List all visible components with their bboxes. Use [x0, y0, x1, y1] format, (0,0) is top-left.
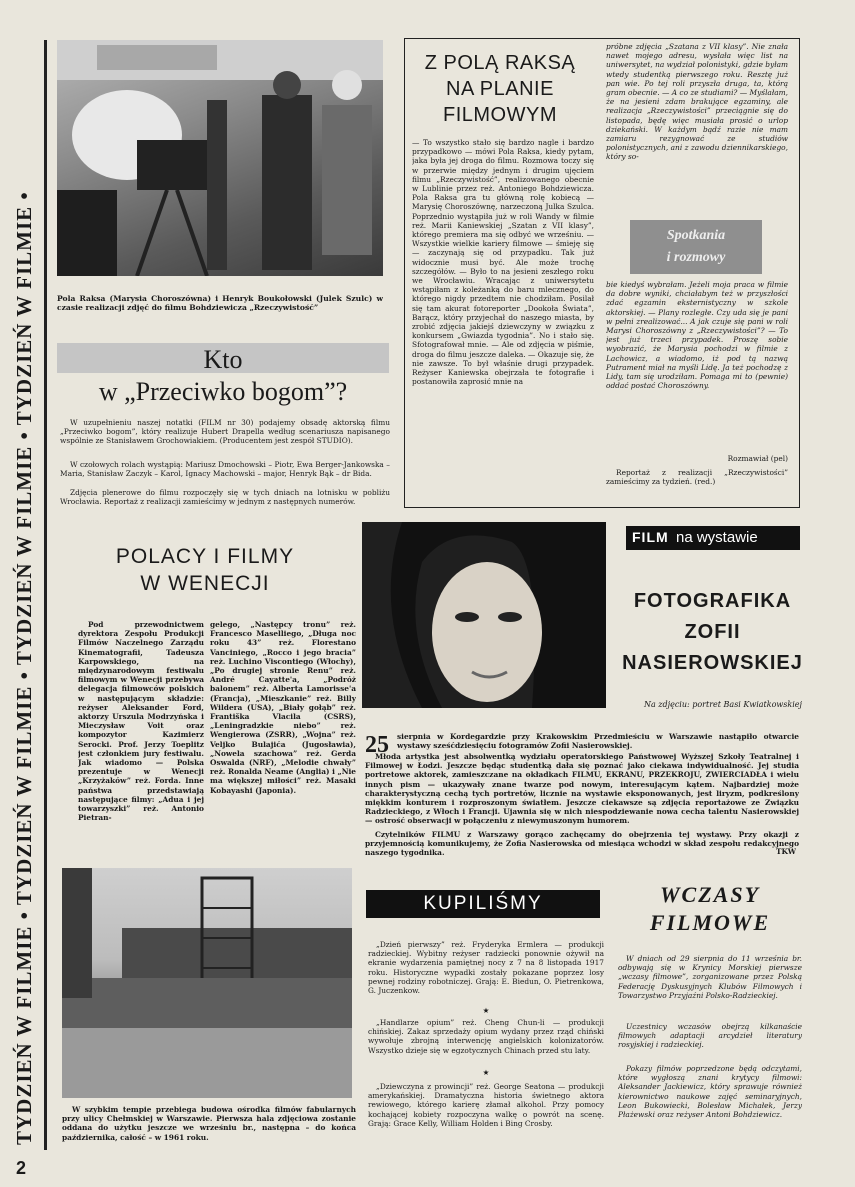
- construction-photo: [62, 868, 352, 1098]
- portrait-illustration: [362, 522, 606, 708]
- wczasy-title-line1: WCZASY: [659, 882, 761, 907]
- exhibition-body-2: Młoda artystka jest absolwentką wydziału operatorskiego Państwowej Wyższej Szkoły Teatralnej i Filmowej w Łodzi. Jeszcze będąc studentką dała się poznać jako ciekawa indywidualność. Jej studia portretowe aktorek, zamieszczane na okładkach FILMU, EKRANU, PRZEKROJU, ZWIERCIADŁA i wielu innych pism — ukazywały znane twarze pod nowym, interesującym kątem. Najbardziej może charakterystyczną cechą tych portretów, licznie na wystawie eksponowanych, jest liryzm, podkreślony miękkim konturem i rozproszonym światłem. Jeszcze ciekawsze są zdjęcia reportażowe ze Związku Radzieckiego, z Włoch i Francji. Ujawnia się w nich niespodziewanie nowa cecha talentu Nasierowskiej — ostrość obserwacji w połączeniu z niewymuszonym humorem.: [365, 752, 799, 826]
- raksa-column-1: — To wszystko stało się bardzo nagle i bardzo przypadkowo — mówi Pola Raksa, kiedy pytam, jaka była jej droga do filmu. Rozmowa toczy się w przerwie między jednym i drugim ujęciem filmu „Rzeczywistość”, realizowanego obecnie w Lublinie przez reż. Antoniego Bohdziewicza. Pola Raksa gra tu główną rolę kobiecą — Marysię Choroszównę, narzeczoną Julka Szulca. Poprzednio wystąpiła już w roli Wandy w filmie reż. Marii Kaniewskiej „Szatan z VII klasy”, którego premiera ma się odbyć we wrześniu. — Wszystkie wielkie kariery filmowe — śmieję się — zaczynają się od przypadku. Tak już widocznie musi być. Ale może trochę szczegółów. — Było to na jesieni zeszłego roku we Wrocławiu. Wracając z uniwersytetu wstąpiłam z koleżanką do baru mlecznego, do którego nigdy przedtem nie chodziłam. Posilał się tam akurat fotoreporter „Dookoła Świata”, Barącz, który przyjechał do naszego miasta, by zrobić zdjęcia jakiejś dziewczyny w związku z konkursem „Gwiazda tygodnia”. No i stało się. Sfotografował mnie. — Ale od zdjęcia w piśmie, droga do filmu jeszcze daleka. — Okazuje się, że nie zawsze. To był właśnie drugi przypadek. Reżyser Kaniewska obejrzała te fotografie i postanowiła zaprosić mnie na: [412, 138, 594, 387]
- wenecja-column-2: gelego, „Następcy tronu” reż. Francesco Maselliego, „Długa noc roku 43” reż. Florestano Vanciniego, „Rocco i jego bracia” reż. Luchino Viscontiego (Włochy), „Po drugiej stronie Renu” reż. André Cayatte'a, „Podróż balonem” reż. Alberta Lamorisse'a (Francja), „Mieszkanie” reż. Billy Wildera (USA), „Biały gołąb” reż. Františka Vlacila (CSRS), „Leningradzkie niebo” reż. Wengierowa (ZSRR), „Wojna” reż. Veljko Bulajića (Jugosławia), „Nowela szachowa” reż. Gerda Oswalda (NRF), „Melodie chwały” reż. Ronalda Neame (Anglia) i „Nie ma większej miłości” reż. Masaki Kobayashi (Japonia).: [210, 620, 356, 795]
- sidebar-label: TYDZIEŃ W FILMIE • TYDZIEŃ W FILMIE • TYDZIEŃ W FILMIE • TYDZIEŃ W FILMIE •: [12, 191, 36, 1145]
- kupilismy-banner: [366, 890, 600, 918]
- banner-film-word: FILM: [632, 529, 669, 545]
- wenecja-title-line1: POLACY I FILMY: [115, 545, 295, 568]
- exhibition-body-1: sierpnia w Kordegardzie przy Krakowskim Przedmieściu w Warszawie nastąpiło otwarcie wystawy sześćdziesięciu fotogramów Zofii Nasierowskiej.: [397, 732, 799, 751]
- portrait-caption: Na zdjęciu: portret Basi Kwiatkowskiej: [643, 700, 802, 709]
- raksa-title: Z POLĄ RAKSĄ NA PLANIE FILMOWYM: [424, 52, 576, 126]
- film-set-illustration: [57, 40, 383, 276]
- wczasy-paragraph-3: Pokazy filmów poprzedzone będą odczytami, które wygłoszą znani krytycy filmowi: Aleksander Jackiewicz, który sprawuje również kierownictwo naukowe zajęć seminaryjnych, Leon Bukowiecki, Bolesław Michałek, Jerzy Płażewski oraz reżyser Antoni Bohdziewicz.: [618, 1064, 802, 1120]
- raksa-column-2a: próbne zdjęcia „Szatana z VII klasy”. Nie znała nawet mojego adresu, wysłała więc list na uniwersytet, na wydział polonistyki, gdzie byłam wtedy studentką pierwszego roku. Resztę już pan wie. Po tej roli przyszła druga, ta, którą gram obecnie. — A co ze studiami? — Myślałam, że na jesieni zdam brakujące egzaminy, ale realizacja „Rzeczywistości” przeciągnie się do listopada, będę więc musiała prosić o urlop dziekański. W każdym bądź razie nie mam zamiaru rezygnować ze studiów polonistycznych, ani z zawodu dziennikarskiego, który so-: [606, 42, 788, 162]
- kto-title-line2: w „Przeciwko bogom”?: [98, 377, 348, 406]
- sidebar-strip: [8, 40, 47, 1150]
- kto-paragraph-1: W uzupełnieniu naszej notatki (FILM nr 30) podajemy obsadę aktorską filmu „Przeciwko bogom”, który realizuje Hubert Drapella według scenariusza napisanego wspólnie ze Stanisławem Grochowiakiem. (Producentem jest zespół STUDIO).: [60, 418, 390, 446]
- kupilismy-item-2: „Handlarze opium” reż. Cheng Chun-li — produkcji chińskiej. Zakaz sprzedaży opium wydany przez rząd chiński wywołuje zbrojną interwencję angielskich kolonizatorów. Wszystko dzieje się w egzotycznych Chinach przed stu laty.: [368, 1018, 604, 1055]
- exhibition-title-line1: FOTOGRAFIKA: [633, 590, 792, 612]
- film-set-photo: [57, 40, 383, 276]
- exhibition-dropcap: 25: [365, 732, 389, 758]
- raksa-badge: [630, 220, 762, 274]
- film-set-caption: Pola Raksa (Marysia Choroszówna) i Henryk Boukołowski (Julek Szulc) w czasie realizacji zdjęć do filmu Bohdziewicza „Rzeczywistość”: [57, 294, 383, 313]
- page-number: 2: [16, 1158, 27, 1178]
- raksa-badge-line2: i rozmowy: [666, 250, 726, 265]
- exhibition-title-line2: ZOFII: [684, 621, 741, 643]
- wczasy-title-line2: FILMOWE: [649, 910, 771, 935]
- construction-caption: W szybkim tempie przebiega budowa ośrodka filmów fabularnych przy ulicy Chełmskiej w Warszawie. Pierwsza hala zdjęciowa zostanie oddana do użytku jeszcze we wrześniu br., następna – do końca października, całość – w 1961 roku.: [62, 1105, 356, 1142]
- kupilismy-title: KUPILIŚMY: [423, 893, 543, 914]
- kto-paragraph-2: W czołowych rolach wystąpią: Mariusz Dmochowski – Piotr, Ewa Berger-Jankowska – Maria, Stanisław Zaczyk – Karol, Ignacy Machowski – major, Henryk Bąk – dr Bida.: [60, 460, 390, 479]
- raksa-note: Reportaż z realizacji „Rzeczywistości” zamieścimy za tydzień. (red.): [606, 468, 788, 487]
- wczasy-paragraph-1: W dniach od 29 sierpnia do 11 września br. odbywają się w Krynicy Morskiej pierwsze „wczasy filmowe”, zorganizowane przez Polską Federację Dyskusyjnych Klubów Filmowych i Towarzystwo Przyjaźni Polsko-Radzieckiej.: [618, 954, 802, 1000]
- exhibition-title-line3: NASIEROWSKIEJ: [622, 652, 803, 674]
- exhibition-signature: TKW: [776, 847, 796, 856]
- wczasy-paragraph-2: Uczestnicy wczasów obejrzą kilkanaście filmowych adaptacji arcydzieł literatury rosyjskiej i radzieckiej.: [618, 1022, 802, 1050]
- kto-paragraph-3: Zdjęcia plenerowe do filmu rozpoczęły się w tych dniach na lotnisku w pobliżu Wrocławia. Reportaż z realizacji zamieścimy w jednym z następnych numerów.: [60, 488, 390, 507]
- construction-illustration: [62, 868, 352, 1098]
- exhibition-banner: [626, 526, 800, 550]
- banner-rest: na wystawie: [676, 529, 758, 546]
- raksa-column-2b: bie kiedyś wybrałam. Jeżeli moja praca w filmie da dobre wyniki, chciałabym też w przyszłości zdać egzamin eksternistyczny w szkole aktorskiej. — Plany rozległe. Czy uda się je pani w pełni zrealizować... A jak czuje się pani w roli Marysi Choroszówny z „Rzeczywistości”? — To jest już trzeci przypadek. Proszę sobie wyobrazić, że Marysia pochodzi w filmie z Lachowicz, a wiadomo, iż pod tą nazwą Putrament miał na myśli Lidę. Ja też pochodzę z Lidy, tam się urodziłam. Pomaga mi to (pewnie) oddać postać Choroszówny.: [606, 280, 788, 391]
- kupilismy-item-3: „Dziewczyna z prowincji” reż. George Seatona — produkcji amerykańskiej. Dramatyczna historia świetnego aktora rewiowego, którego karierę złamał alkohol. Przy pomocy kochającej kobiety rozpoczyna walkę o powrót na scenę. Grają: Grace Kelly, William Holden i Bing Crosby.: [368, 1082, 604, 1128]
- kupilismy-star-2: ★: [482, 1068, 490, 1077]
- kupilismy-star-1: ★: [482, 1006, 490, 1015]
- exhibition-body-3: Czytelników FILMU z Warszawy gorąco zachęcamy do obejrzenia tej wystawy. Przy okazji z przyjemnością komunikujemy, że Zofia Nasierowska od miesiąca wchodzi w skład zespołu redakcyjnego naszego tygodnika.: [365, 830, 799, 858]
- wenecja-column-1: Pod przewodnictwem dyrektora Zespołu Produkcji Filmów Naczelnego Zarządu Kinematografii, Tadeusza Karpowskiego, na międzynarodowym festiwalu filmowym w Wenecji przebywa delegacja filmowców polskich w następującym składzie: reżyser Aleksander Ford, aktorzy Urszula Modrzyńska i Mieczysław Voit oraz kompozytor Kazimierz Serocki. Prof. Jerzy Toeplitz jest członkiem jury festiwalu. Jak wiadomo — Polska prezentuje w Wenecji „Krzyżaków” reż. Forda. Inne państwa przedstawiają następujące filmy: „Adua i jej towarzyszki” reż. Antonio Pietran-: [78, 620, 204, 822]
- kto-title-line1: Kto: [203, 345, 243, 374]
- raksa-signature: Rozmawiał (pel): [727, 454, 788, 463]
- raksa-badge-line1: Spotkania: [666, 228, 726, 243]
- wenecja-title-line2: W WENECJI: [140, 572, 270, 595]
- kupilismy-item-1: „Dzień pierwszy” reż. Fryderyka Ermlera — produkcji radzieckiej. Wybitny reżyser radziecki ponownie ożywił na ekranie wydarzenia pamiętnej nocy z 7 na 8 listopada 1917 roku. Historyczne wypadki zostały pokazane poprzez losy pewnej rodziny robotniczej. Grają: E. Biedun, O. Pietrenkowa, G. Juczenkow.: [368, 940, 604, 996]
- portrait-photo: [362, 522, 606, 708]
